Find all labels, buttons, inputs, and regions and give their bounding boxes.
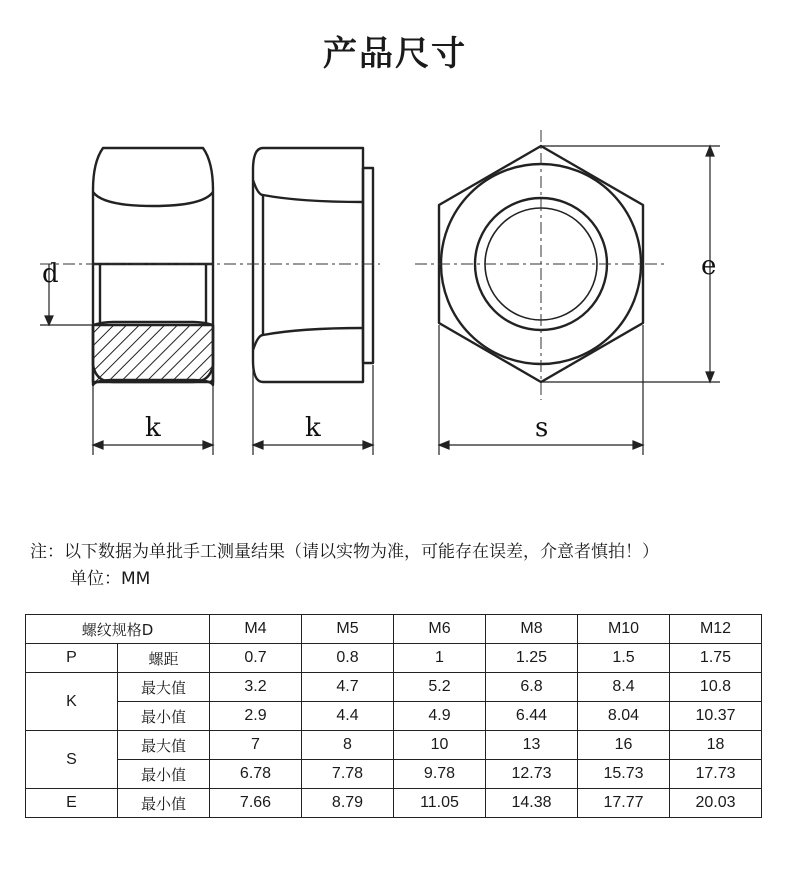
sub-label: 最大值 — [118, 673, 210, 702]
table-cell: 8.79 — [302, 789, 394, 818]
table-cell: 13 — [486, 731, 578, 760]
header-size: M5 — [302, 615, 394, 644]
table-cell: 9.78 — [394, 760, 486, 789]
table-cell: 14.38 — [486, 789, 578, 818]
table-cell: 11.05 — [394, 789, 486, 818]
side-view — [253, 148, 373, 382]
table-cell: 10.37 — [670, 702, 762, 731]
sub-label: 最大值 — [118, 731, 210, 760]
table-row — [26, 702, 762, 731]
table-cell: 1.25 — [486, 644, 578, 673]
group-label: E — [26, 789, 118, 818]
dim-label-d: d — [42, 259, 59, 289]
sub-label: 螺距 — [118, 644, 210, 673]
table-cell: 6.8 — [486, 673, 578, 702]
dim-label-s: s — [535, 413, 549, 443]
header-size: M4 — [210, 615, 302, 644]
table-cell: 1.75 — [670, 644, 762, 673]
table-cell: 0.8 — [302, 644, 394, 673]
sub-label: 最小值 — [118, 702, 210, 731]
group-label: K — [26, 673, 118, 731]
table-cell: 6.78 — [210, 760, 302, 789]
dim-label-k-side: k — [305, 413, 321, 443]
table-cell: 1 — [394, 644, 486, 673]
header-size: M6 — [394, 615, 486, 644]
header-size: M10 — [578, 615, 670, 644]
table-cell: 20.03 — [670, 789, 762, 818]
nut-dimension-diagram — [0, 120, 790, 480]
dim-label-k-section: k — [145, 413, 161, 443]
table-cell: 4.9 — [394, 702, 486, 731]
spec-table — [25, 614, 762, 818]
table-cell: 7 — [210, 731, 302, 760]
table-header-row — [26, 615, 762, 644]
table-cell: 12.73 — [486, 760, 578, 789]
note-line: 注：以下数据为单批手工测量结果（请以实物为准，可能存在误差，介意者慎拍！） — [30, 542, 659, 562]
table-cell: 17.73 — [670, 760, 762, 789]
table-cell: 2.9 — [210, 702, 302, 731]
table-cell: 15.73 — [578, 760, 670, 789]
page-title: 产品尺寸 — [323, 34, 467, 74]
table-row — [26, 644, 762, 673]
table-cell: 16 — [578, 731, 670, 760]
header-label: 螺纹规格D — [26, 615, 210, 644]
table-cell: 8.4 — [578, 673, 670, 702]
table-row — [26, 731, 762, 760]
sub-label: 最小值 — [118, 760, 210, 789]
table-row — [26, 789, 762, 818]
table-cell: 17.77 — [578, 789, 670, 818]
dim-label-e: e — [701, 251, 717, 281]
table-cell: 6.44 — [486, 702, 578, 731]
table-cell: 7.78 — [302, 760, 394, 789]
table-cell: 4.7 — [302, 673, 394, 702]
table-row — [26, 760, 762, 789]
table-cell: 5.2 — [394, 673, 486, 702]
table-cell: 8 — [302, 731, 394, 760]
table-cell: 8.04 — [578, 702, 670, 731]
table-cell: 7.66 — [210, 789, 302, 818]
unit-line: 单位：MM — [70, 569, 151, 589]
table-cell: 10 — [394, 731, 486, 760]
table-cell: 18 — [670, 731, 762, 760]
sub-label: 最小值 — [118, 789, 210, 818]
table-cell: 1.5 — [578, 644, 670, 673]
group-label: S — [26, 731, 118, 789]
header-size: M8 — [486, 615, 578, 644]
section-view — [93, 148, 213, 385]
header-size: M12 — [670, 615, 762, 644]
group-label: P — [26, 644, 118, 673]
table-cell: 4.4 — [302, 702, 394, 731]
table-cell: 0.7 — [210, 644, 302, 673]
measurement-note — [30, 539, 659, 593]
table-cell: 10.8 — [670, 673, 762, 702]
table-cell: 3.2 — [210, 673, 302, 702]
table-row — [26, 673, 762, 702]
